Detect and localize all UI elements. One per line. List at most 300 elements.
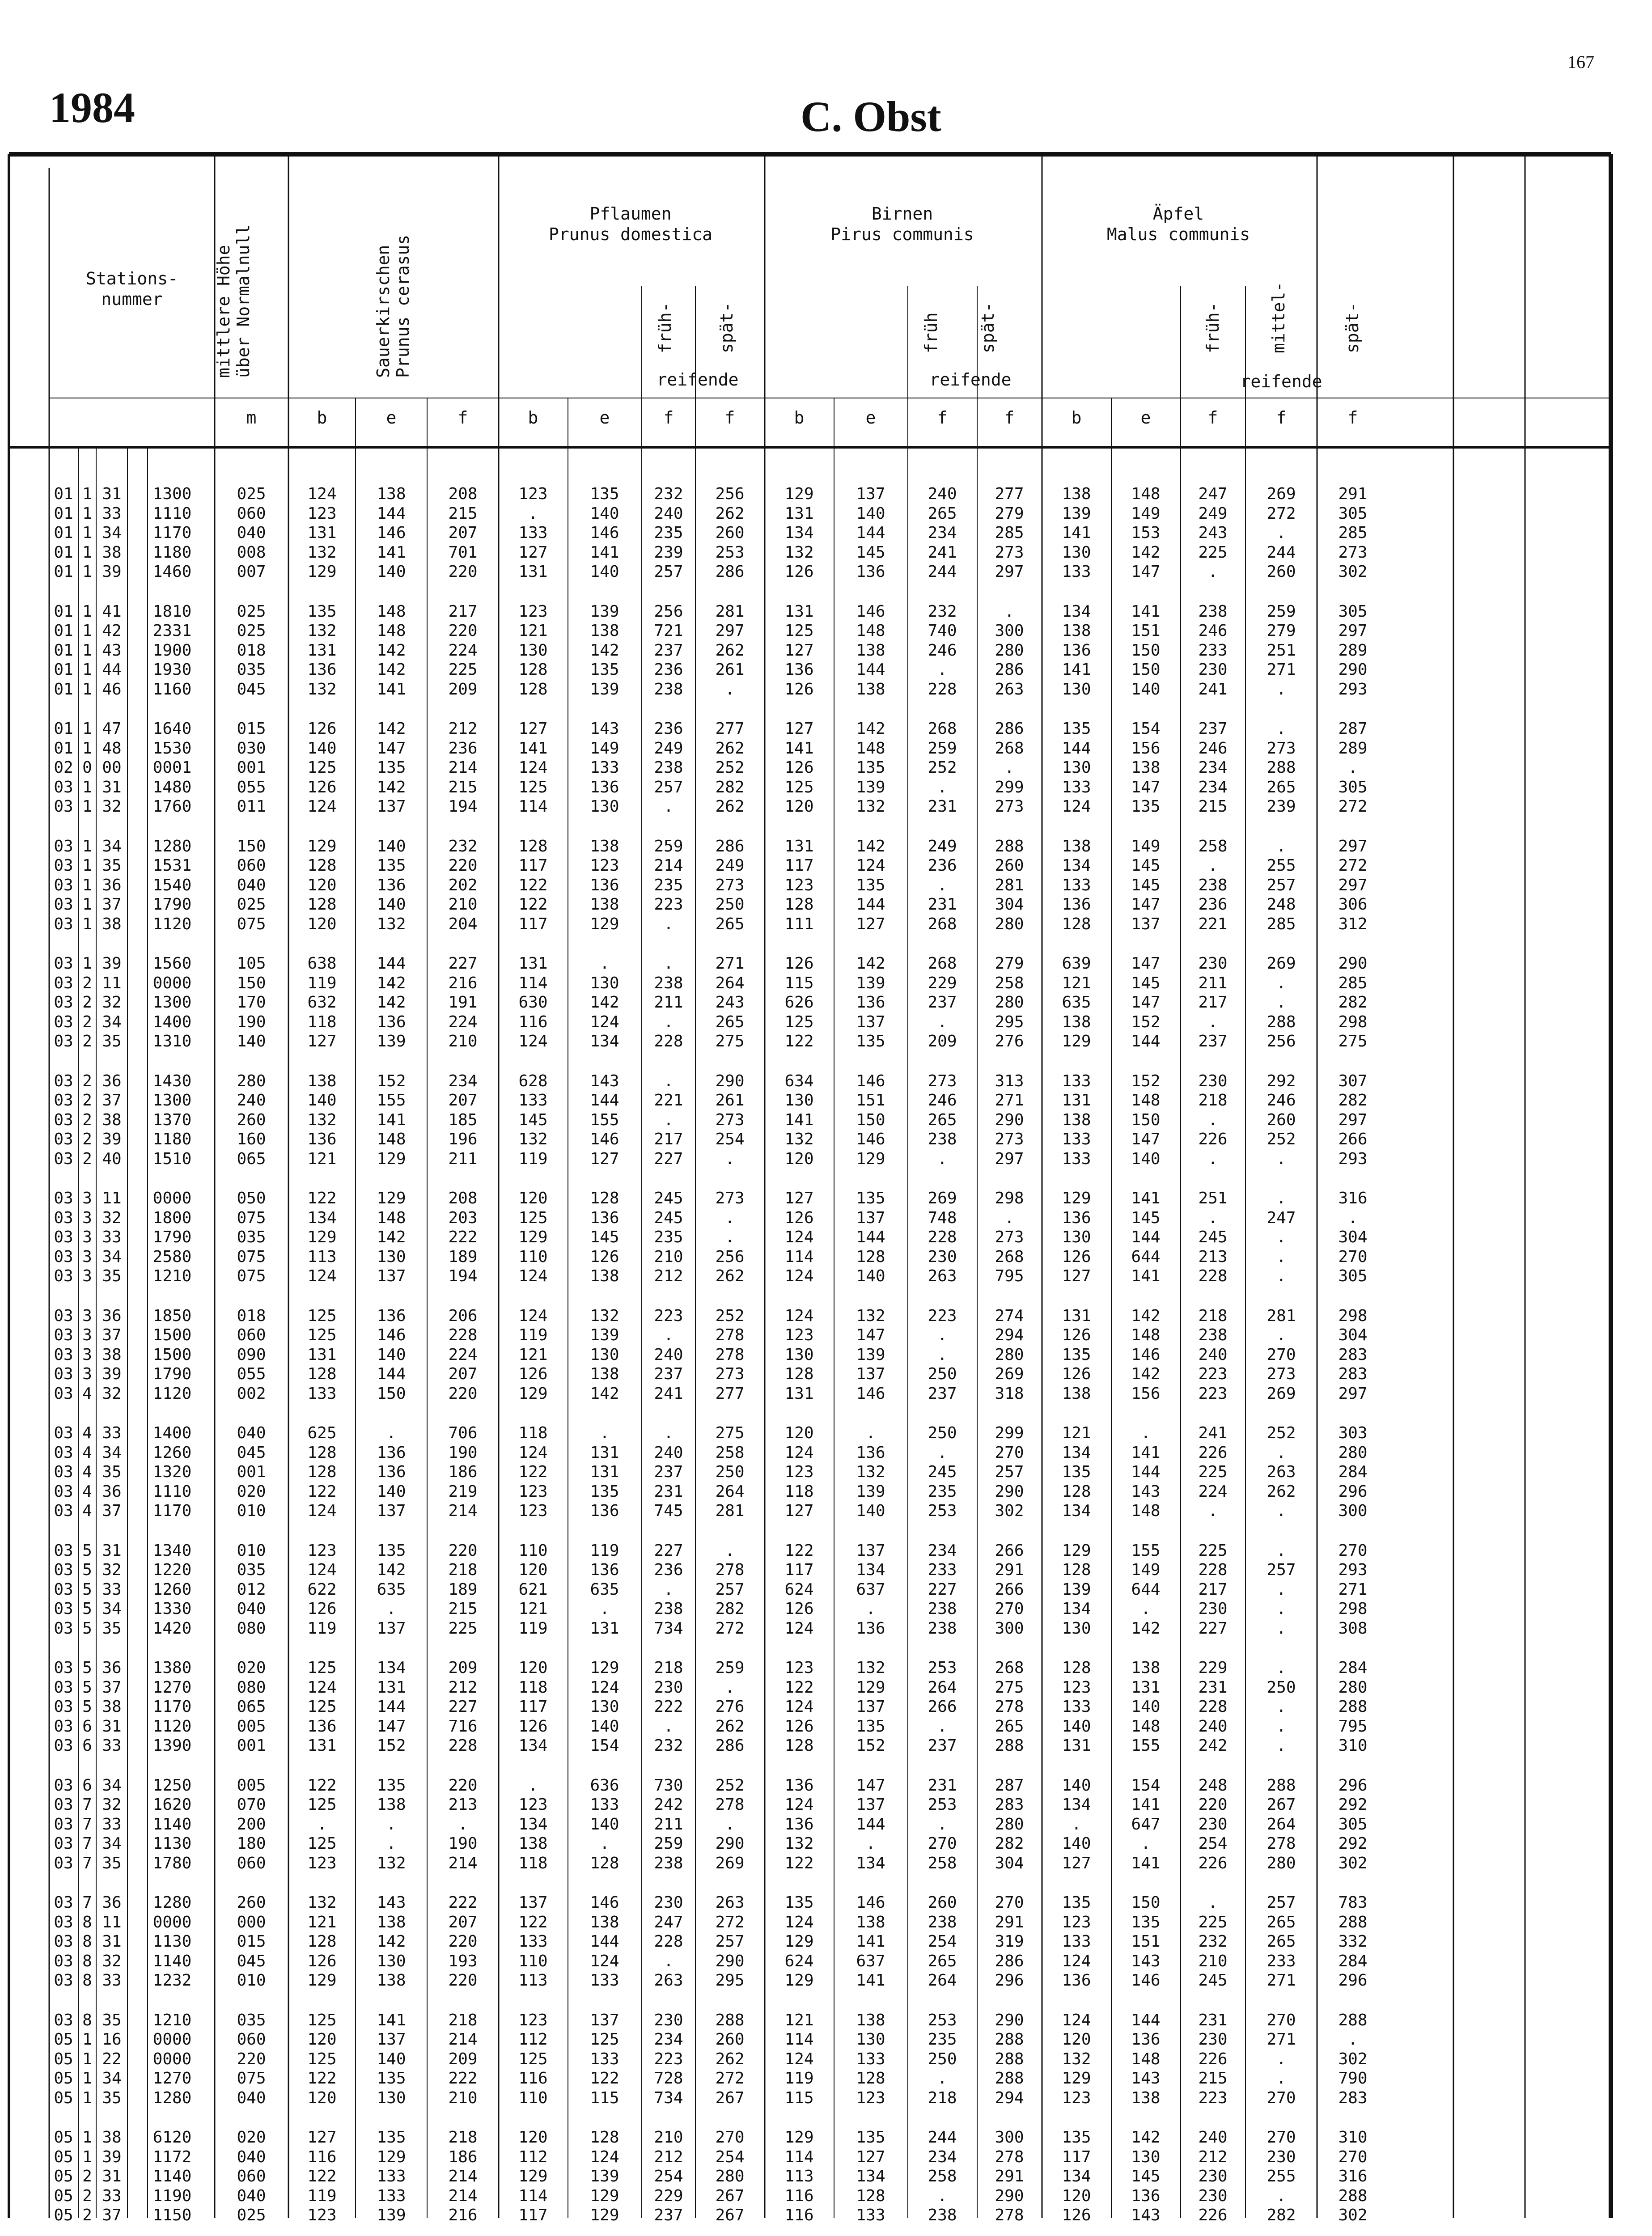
station-region-cell: 1: [82, 778, 92, 796]
pflaume-f-spaet-cell: .: [725, 1678, 735, 1697]
kirsch-f-cell: 224: [448, 1012, 478, 1031]
station-district-cell: 03: [54, 1208, 73, 1227]
pflaume-f-spaet-cell: 282: [715, 778, 745, 796]
apfel-e-cell: 138: [1131, 1659, 1161, 1677]
station-number-cell: 36: [102, 876, 122, 894]
kirsch-b-cell: 119: [307, 974, 337, 992]
station-number-cell: 48: [102, 739, 122, 758]
pflaume-f-spaet-cell: 262: [715, 504, 745, 523]
apfel-f-mittel-cell: 271: [1267, 1971, 1296, 1990]
height-cell: 075: [237, 1267, 266, 1285]
birne-b-cell: 123: [784, 1659, 814, 1677]
apfel-f-mittel-cell: 252: [1267, 1130, 1296, 1148]
kirsch-e-cell: 140: [377, 2050, 406, 2068]
apfel-b-cell: 124: [1062, 1952, 1091, 1970]
apfel-e-cell: 644: [1131, 1247, 1161, 1266]
birne-f-spaet-cell: 298: [995, 1189, 1024, 1207]
pflaume-e-cell: 128: [590, 1854, 619, 1872]
apfel-f-mittel-cell: 246: [1267, 1091, 1296, 1110]
kirsch-f-cell: 186: [448, 1463, 478, 1481]
pflaume-b-cell: 131: [518, 954, 548, 973]
station-region-cell: 1: [82, 2050, 92, 2068]
pflaume-f-spaet-cell: 273: [715, 1110, 745, 1129]
station-region-cell: 1: [82, 739, 92, 758]
kirsch-b-cell: 120: [307, 2088, 337, 2107]
height-cell: 020: [237, 2128, 266, 2147]
birne-b-cell: 129: [784, 485, 814, 503]
station-region-cell: 1: [82, 641, 92, 660]
pflaume-f-frueh-cell: 247: [654, 1913, 683, 1931]
birne-e-cell: 142: [856, 837, 885, 855]
apfel-f-mittel-cell: .: [1276, 1698, 1286, 1716]
station-district-cell: 03: [54, 1345, 73, 1364]
apfel-b-cell: 139: [1062, 504, 1091, 523]
pflaume-b-cell: 133: [518, 524, 548, 542]
station-district-cell: 03: [54, 1267, 73, 1285]
pflaume-e-cell: 125: [590, 2030, 619, 2049]
station-number-cell: 35: [102, 1619, 122, 1638]
pflaume-f-spaet-cell: 260: [715, 524, 745, 542]
height-cell: 000: [237, 1913, 266, 1931]
birne-f-spaet-cell: 273: [995, 543, 1024, 562]
station-code-cell: 1130: [152, 1834, 192, 1853]
station-number-cell: 32: [102, 797, 122, 816]
kirsch-b-cell: 128: [307, 1463, 337, 1481]
station-code-cell: 1170: [152, 1698, 192, 1716]
station-number-cell: 39: [102, 1365, 122, 1383]
station-number-cell: 36: [102, 1071, 122, 1090]
apfel-e-cell: 141: [1131, 1796, 1161, 1814]
station-district-cell: 03: [54, 1228, 73, 1246]
pflaume-f-spaet-cell: 253: [715, 543, 745, 562]
height-cell: 065: [237, 1698, 266, 1716]
apfel-f-spaet-cell: .: [1348, 2030, 1358, 2049]
kirsch-e-cell: 138: [377, 1913, 406, 1931]
birne-f-spaet-cell: .: [1004, 602, 1014, 621]
pflaume-f-frueh-cell: 259: [654, 1834, 683, 1853]
apfel-f-spaet-cell: 290: [1338, 954, 1368, 973]
pflaume-b-cell: 124: [518, 1443, 548, 1462]
header-birnen: Birnen Pirus communis: [830, 204, 974, 244]
kirsch-e-cell: 142: [377, 720, 406, 738]
kirsch-e-cell: 137: [377, 1267, 406, 1285]
height-cell: 002: [237, 1384, 266, 1403]
apfel-f-mittel-cell: .: [1276, 1326, 1286, 1344]
birne-f-spaet-cell: 297: [995, 1149, 1024, 1168]
kirsch-f-cell: 216: [448, 974, 478, 992]
apfel-b-cell: 120: [1062, 2030, 1091, 2049]
station-number-cell: 37: [102, 2206, 122, 2224]
pflaume-f-frueh-cell: .: [664, 1110, 674, 1129]
pflaume-f-spaet-cell: .: [725, 1208, 735, 1227]
kirsch-f-cell: 214: [448, 2186, 478, 2205]
birne-f-spaet-cell: 280: [995, 915, 1024, 933]
apfel-f-frueh-cell: 247: [1198, 485, 1228, 503]
birne-f-spaet-cell: 291: [995, 1913, 1024, 1931]
pflaume-e-cell: 139: [590, 2167, 619, 2185]
birne-b-cell: 116: [784, 2206, 814, 2224]
pflaume-f-spaet-cell: 250: [715, 895, 745, 914]
apfel-f-spaet-cell: 288: [1338, 1698, 1368, 1716]
kirsch-e-cell: 142: [377, 778, 406, 796]
kirsch-f-cell: 210: [448, 895, 478, 914]
station-number-cell: 34: [102, 1776, 122, 1795]
station-district-cell: 05: [54, 2030, 73, 2049]
birne-f-spaet-cell: 290: [995, 2011, 1024, 2029]
pflaume-f-spaet-cell: 267: [715, 2186, 745, 2205]
apfel-b-cell: 134: [1062, 1600, 1091, 1618]
station-region-cell: 1: [82, 720, 92, 738]
station-region-cell: 6: [82, 1736, 92, 1755]
birne-e-cell: 146: [856, 1384, 885, 1403]
birne-b-cell: 132: [784, 1834, 814, 1853]
kirsch-f-cell: 207: [448, 524, 478, 542]
apfel-e-cell: 145: [1131, 856, 1161, 875]
kirsch-b-cell: 125: [307, 1659, 337, 1677]
apfel-e-cell: .: [1141, 1424, 1151, 1442]
birne-f-spaet-cell: 300: [995, 2128, 1024, 2147]
birne-e-cell: 146: [856, 602, 885, 621]
apfel-f-frueh-cell: 225: [1198, 1463, 1228, 1481]
station-region-cell: 6: [82, 1717, 92, 1736]
station-district-cell: 03: [54, 1071, 73, 1090]
station-region-cell: 2: [82, 1149, 92, 1168]
pflaume-e-cell: 129: [590, 2206, 619, 2224]
birne-b-cell: 122: [784, 1032, 814, 1050]
apfel-f-frueh-cell: .: [1208, 1893, 1218, 1912]
birne-f-spaet-cell: 285: [995, 524, 1024, 542]
kirsch-e-cell: 146: [377, 1326, 406, 1344]
birne-e-cell: 128: [856, 1247, 885, 1266]
apfel-e-cell: 148: [1131, 1326, 1161, 1344]
birne-f-frueh-cell: 253: [928, 2011, 957, 2029]
pflaume-e-cell: 142: [590, 993, 619, 1012]
station-number-cell: 42: [102, 622, 122, 640]
birne-e-cell: 132: [856, 797, 885, 816]
kirsch-e-cell: 137: [377, 797, 406, 816]
kirsch-f-cell: 207: [448, 1913, 478, 1931]
kirsch-b-cell: 125: [307, 1834, 337, 1853]
birne-e-cell: .: [866, 1424, 876, 1442]
station-number-cell: 35: [102, 1463, 122, 1481]
station-number-cell: 32: [102, 1952, 122, 1970]
apfel-e-cell: 145: [1131, 2167, 1161, 2185]
kirsch-b-cell: 123: [307, 504, 337, 523]
kirsch-f-cell: 217: [448, 602, 478, 621]
birne-f-spaet-cell: 279: [995, 954, 1024, 973]
height-cell: 001: [237, 1736, 266, 1755]
pflaume-f-frueh-cell: 240: [654, 1345, 683, 1364]
station-district-cell: 03: [54, 1384, 73, 1403]
birne-b-cell: 134: [784, 524, 814, 542]
pflaume-b-cell: .: [528, 1776, 538, 1795]
pflaume-f-frueh-cell: 230: [654, 2011, 683, 2029]
apfel-f-spaet-cell: 296: [1338, 1971, 1368, 1990]
pflaume-e-cell: 142: [590, 1384, 619, 1403]
station-district-cell: 03: [54, 1619, 73, 1638]
pflaume-b-cell: 123: [518, 602, 548, 621]
birne-e-cell: 139: [856, 778, 885, 796]
kirsch-f-cell: 220: [448, 1541, 478, 1560]
apfel-b-cell: 129: [1062, 2069, 1091, 2088]
station-district-cell: 03: [54, 1012, 73, 1031]
kirsch-f-cell: 215: [448, 778, 478, 796]
pflaume-f-spaet-cell: 281: [715, 602, 745, 621]
apfel-e-cell: 143: [1131, 2069, 1161, 2088]
birne-b-cell: 124: [784, 1228, 814, 1246]
kirsch-f-cell: 211: [448, 1149, 478, 1168]
apfel-f-frueh-cell: 229: [1198, 1659, 1228, 1677]
apfel-b-cell: 133: [1062, 1130, 1091, 1148]
station-code-cell: 1790: [152, 895, 192, 914]
pflaume-f-spaet-cell: 297: [715, 622, 745, 640]
apfel-f-mittel-cell: 256: [1267, 1032, 1296, 1050]
pflaume-b-cell: 116: [518, 2069, 548, 2088]
station-code-cell: 0000: [152, 2050, 192, 2068]
kirsch-b-cell: 136: [307, 661, 337, 679]
birne-e-cell: 140: [856, 504, 885, 523]
station-region-cell: 1: [82, 2030, 92, 2049]
height-cell: 060: [237, 1326, 266, 1344]
station-number-cell: 35: [102, 1854, 122, 1872]
pflaume-e-cell: 146: [590, 1893, 619, 1912]
station-region-cell: 1: [82, 622, 92, 640]
station-district-cell: 03: [54, 1110, 73, 1129]
station-district-cell: 01: [54, 602, 73, 621]
birne-e-cell: 129: [856, 1678, 885, 1697]
birne-b-cell: 136: [784, 1776, 814, 1795]
pflaume-f-spaet-cell: 265: [715, 915, 745, 933]
kirsch-e-cell: 132: [377, 915, 406, 933]
pflaume-f-spaet-cell: 278: [715, 1796, 745, 1814]
birne-f-spaet-cell: 290: [995, 1482, 1024, 1501]
pflaume-f-spaet-cell: 272: [715, 2069, 745, 2088]
station-district-cell: 01: [54, 641, 73, 660]
kirsch-f-cell: 220: [448, 1932, 478, 1951]
birne-b-cell: 136: [784, 661, 814, 679]
pflaume-f-frueh-cell: .: [664, 1580, 674, 1599]
apfel-f-mittel-cell: .: [1276, 720, 1286, 738]
pflaume-f-frueh-cell: .: [664, 797, 674, 816]
kirsch-e-cell: 144: [377, 954, 406, 973]
pflaume-b-cell: 124: [518, 758, 548, 777]
kirsch-e-cell: 141: [377, 543, 406, 562]
station-district-cell: 05: [54, 2088, 73, 2107]
pflaume-b-cell: 117: [518, 915, 548, 933]
year-heading: 1984: [49, 84, 135, 131]
birne-f-spaet-cell: 286: [995, 661, 1024, 679]
birne-b-cell: 118: [784, 1482, 814, 1501]
kirsch-b-cell: 129: [307, 563, 337, 581]
birne-b-cell: 120: [784, 797, 814, 816]
kirsch-f-cell: 236: [448, 739, 478, 758]
apfel-f-mittel-cell: .: [1276, 1619, 1286, 1638]
station-region-cell: 2: [82, 1091, 92, 1110]
kirsch-f-cell: 220: [448, 563, 478, 581]
birne-b-cell: 127: [784, 720, 814, 738]
apfel-f-mittel-cell: .: [1276, 1502, 1286, 1520]
station-region-cell: 3: [82, 1189, 92, 1207]
apfel-f-spaet-cell: 303: [1338, 1424, 1368, 1442]
kirsch-f-cell: 220: [448, 1971, 478, 1990]
kirsch-b-cell: 135: [307, 602, 337, 621]
birne-f-spaet-cell: 286: [995, 720, 1024, 738]
birne-b-cell: 624: [784, 1952, 814, 1970]
apfel-b-cell: 134: [1062, 1443, 1091, 1462]
birne-e-cell: 146: [856, 1130, 885, 1148]
kirsch-e-cell: 143: [377, 1893, 406, 1912]
birne-f-frueh-cell: 264: [928, 1971, 957, 1990]
pflaume-f-frueh-cell: 222: [654, 1698, 683, 1716]
kirsch-b-cell: 128: [307, 1932, 337, 1951]
kirsch-e-cell: .: [386, 1834, 396, 1853]
birne-b-cell: 126: [784, 758, 814, 777]
pflaume-e-cell: 142: [590, 641, 619, 660]
apfel-f-frueh-cell: 248: [1198, 1776, 1228, 1795]
apfel-f-mittel-cell: 255: [1267, 856, 1296, 875]
birne-b-cell: 125: [784, 1012, 814, 1031]
pflaume-f-frueh-cell: 237: [654, 641, 683, 660]
station-code-cell: 1540: [152, 876, 192, 894]
birne-e-cell: 135: [856, 1189, 885, 1207]
apfel-f-frueh-cell: .: [1208, 1208, 1218, 1227]
birne-e-cell: 144: [856, 1815, 885, 1834]
apfel-f-mittel-cell: .: [1276, 1717, 1286, 1736]
station-region-cell: 1: [82, 895, 92, 914]
pflaume-f-spaet-cell: 267: [715, 2088, 745, 2107]
kirsch-f-cell: 216: [448, 2206, 478, 2224]
apfel-f-mittel-cell: .: [1276, 2186, 1286, 2205]
unit-label: f: [457, 408, 468, 428]
apfel-f-mittel-cell: 244: [1267, 543, 1296, 562]
pflaume-b-cell: 131: [518, 563, 548, 581]
pflaume-b-cell: 123: [518, 1502, 548, 1520]
apfel-f-spaet-cell: 280: [1338, 1443, 1368, 1462]
birne-b-cell: 121: [784, 2011, 814, 2029]
kirsch-f-cell: 716: [448, 1717, 478, 1736]
pflaume-e-cell: 122: [590, 2069, 619, 2088]
kirsch-e-cell: 147: [377, 1717, 406, 1736]
kirsch-e-cell: 148: [377, 1208, 406, 1227]
apfel-f-mittel-cell: .: [1276, 1228, 1286, 1246]
station-region-cell: 7: [82, 1796, 92, 1814]
birne-b-cell: 120: [784, 1149, 814, 1168]
apfel-f-frueh-cell: 210: [1198, 1952, 1228, 1970]
apfel-f-spaet-cell: 288: [1338, 1913, 1368, 1931]
birne-b-cell: 126: [784, 954, 814, 973]
apfel-e-cell: 155: [1131, 1736, 1161, 1755]
apfel-f-spaet-cell: 288: [1338, 2011, 1368, 2029]
pflaume-b-cell: 120: [518, 2128, 548, 2147]
apfel-f-spaet-cell: 316: [1338, 2167, 1368, 2185]
kirsch-e-cell: 144: [377, 1365, 406, 1383]
pflaume-b-cell: 128: [518, 837, 548, 855]
birne-f-frueh-cell: 253: [928, 1502, 957, 1520]
birne-b-cell: 124: [784, 1267, 814, 1285]
pflaume-f-frueh-cell: 228: [654, 1032, 683, 1050]
station-number-cell: 34: [102, 1600, 122, 1618]
height-cell: 040: [237, 2088, 266, 2107]
pflaume-e-cell: 136: [590, 1502, 619, 1520]
apfel-b-cell: 136: [1062, 1208, 1091, 1227]
apfel-f-mittel-cell: 257: [1267, 1561, 1296, 1579]
height-cell: 025: [237, 622, 266, 640]
kirsch-b-cell: 131: [307, 641, 337, 660]
kirsch-b-cell: 632: [307, 993, 337, 1012]
station-code-cell: 1310: [152, 1032, 192, 1050]
birne-e-cell: 127: [856, 2147, 885, 2166]
pflaume-f-frueh-cell: 235: [654, 1228, 683, 1246]
birne-f-spaet-cell: 270: [995, 1600, 1024, 1618]
station-number-cell: 33: [102, 1580, 122, 1599]
birne-e-cell: 132: [856, 1306, 885, 1325]
pflaume-e-cell: 130: [590, 1345, 619, 1364]
pflaume-b-cell: 129: [518, 1228, 548, 1246]
height-cell: 015: [237, 1932, 266, 1951]
apfel-f-spaet-cell: 296: [1338, 1776, 1368, 1795]
birne-e-cell: 133: [856, 2206, 885, 2224]
kirsch-b-cell: 622: [307, 1580, 337, 1599]
pflaume-f-spaet-cell: 262: [715, 2050, 745, 2068]
birne-e-cell: 137: [856, 1365, 885, 1383]
birne-f-spaet-cell: 278: [995, 1698, 1024, 1716]
birne-e-cell: 128: [856, 2186, 885, 2205]
pflaume-f-spaet-cell: 280: [715, 2167, 745, 2185]
apfel-f-spaet-cell: 297: [1338, 837, 1368, 855]
unit-label: f: [1207, 408, 1218, 428]
birne-b-cell: 115: [784, 974, 814, 992]
birne-b-cell: 119: [784, 2069, 814, 2088]
kirsch-f-cell: 224: [448, 641, 478, 660]
pflaume-e-cell: 140: [590, 1815, 619, 1834]
birne-e-cell: 142: [856, 720, 885, 738]
pflaume-e-cell: 136: [590, 778, 619, 796]
apfel-f-frueh-cell: .: [1208, 1012, 1218, 1031]
apfel-f-frueh-cell: 258: [1198, 837, 1228, 855]
birne-f-frueh-cell: 234: [928, 2147, 957, 2166]
apfel-f-frueh-cell: 226: [1198, 1130, 1228, 1148]
height-cell: 045: [237, 680, 266, 699]
apfel-f-mittel-cell: 257: [1267, 876, 1296, 894]
pflaume-f-spaet-cell: 281: [715, 1502, 745, 1520]
birne-b-cell: 114: [784, 2030, 814, 2049]
unit-label: e: [599, 408, 610, 428]
apfel-e-cell: 142: [1131, 543, 1161, 562]
apfel-e-cell: 140: [1131, 1698, 1161, 1716]
birne-b-cell: 123: [784, 876, 814, 894]
birne-f-spaet-cell: 300: [995, 622, 1024, 640]
height-cell: 040: [237, 2147, 266, 2166]
apfel-e-cell: 141: [1131, 1854, 1161, 1872]
pflaume-f-spaet-cell: .: [725, 680, 735, 699]
station-number-cell: 37: [102, 1678, 122, 1697]
station-code-cell: 1140: [152, 1952, 192, 1970]
unit-label: b: [794, 408, 805, 428]
apfel-f-spaet-cell: 305: [1338, 1267, 1368, 1285]
birne-e-cell: 135: [856, 2128, 885, 2147]
station-code-cell: 1790: [152, 1228, 192, 1246]
height-cell: 080: [237, 1619, 266, 1638]
birne-f-frueh-cell: 235: [928, 1482, 957, 1501]
station-region-cell: 3: [82, 1365, 92, 1383]
header-aepfel-spaet: spät-: [1343, 302, 1362, 353]
pflaume-f-spaet-cell: .: [725, 1541, 735, 1560]
apfel-e-cell: 153: [1131, 524, 1161, 542]
header-sauerkirschen: Sauerkirschen Prunus cerasus: [373, 234, 413, 378]
pflaume-e-cell: 127: [590, 1149, 619, 1168]
apfel-b-cell: 126: [1062, 1247, 1091, 1266]
apfel-f-frueh-cell: 243: [1198, 524, 1228, 542]
